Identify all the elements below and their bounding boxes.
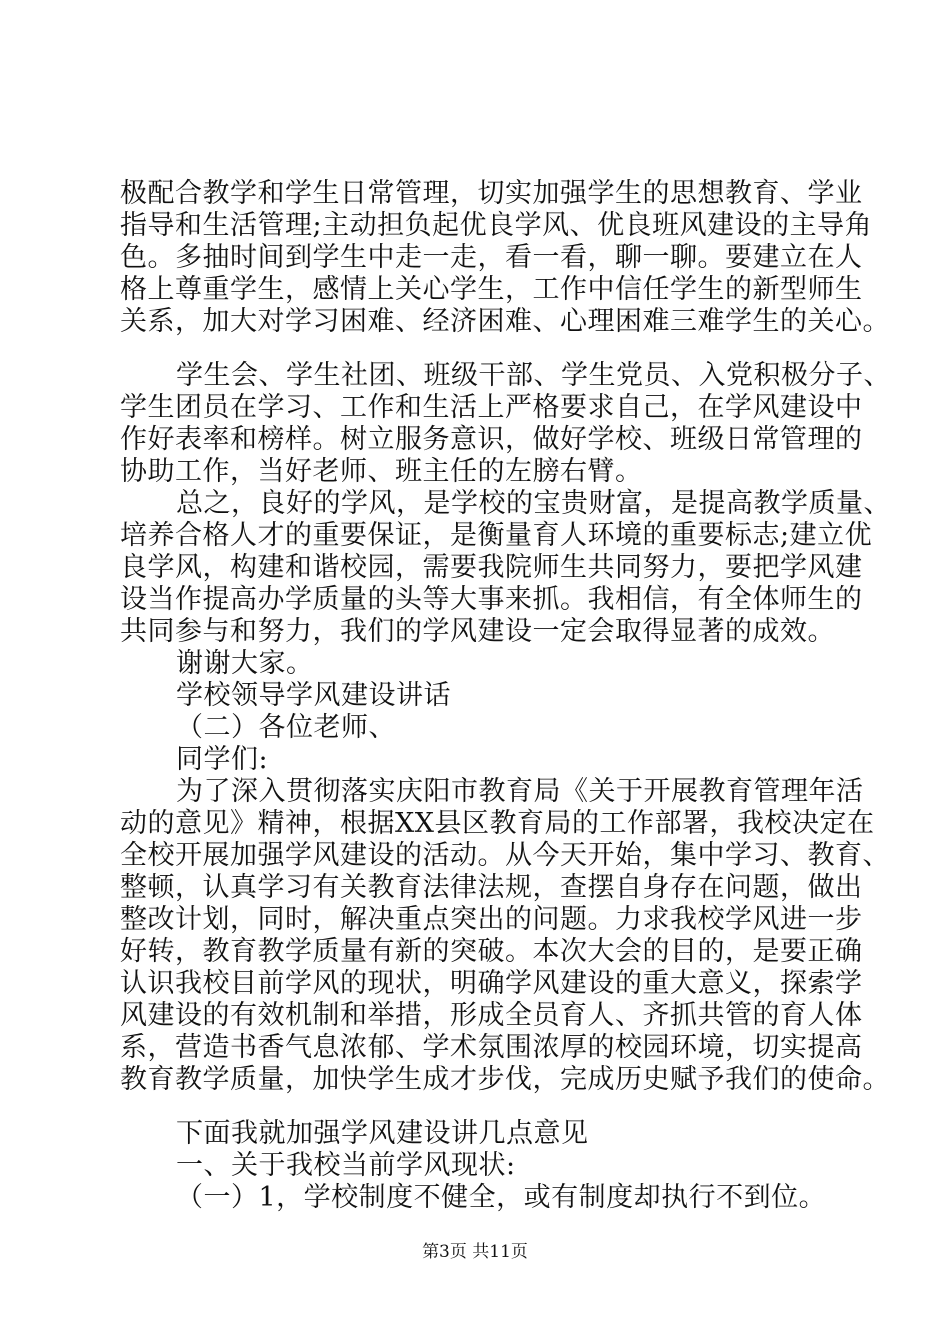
paragraph-line: 认识我校目前学风的现状，明确学风建设的重大意义，探索学 — [120, 968, 863, 999]
paragraph-line: 总之，良好的学风，是学校的宝贵财富，是提高教学质量、 — [176, 488, 891, 519]
paragraph-line: 培养合格人才的重要保证，是衡量育人环境的重要标志;建立优 — [120, 520, 873, 551]
paragraph-line: 全校开展加强学风建设的活动。从今天开始，集中学习、教育、 — [120, 840, 890, 871]
paragraph-line: 共同参与和努力，我们的学风建设一定会取得显著的成效。 — [120, 616, 835, 647]
paragraph-line: 学生会、学生社团、班级干部、学生党员、入党积极分子、 — [176, 360, 891, 391]
paragraph-line: 整顿，认真学习有关教育法律法规，查摆自身存在问题，做出 — [120, 872, 863, 903]
paragraph-line: 色。多抽时间到学生中走一走，看一看，聊一聊。要建立在人 — [120, 242, 863, 273]
page-number-footer: 第3页 共11页 — [422, 1242, 528, 1262]
paragraph-line: 指导和生活管理;主动担负起优良学风、优良班风建设的主导角 — [120, 210, 873, 241]
paragraph-line: 良学风，构建和谐校园，需要我院师生共同努力，要把学风建 — [120, 552, 863, 583]
salutation-line: （二）各位老师、 — [176, 712, 396, 743]
paragraph-line: 极配合教学和学生日常管理，切实加强学生的思想教育、学业 — [120, 178, 863, 209]
paragraph-line: 动的意见》精神，根据XX县区教育局的工作部署，我校决定在 — [120, 808, 875, 839]
paragraph-line: 协助工作，当好老师、班主任的左膀右臂。 — [120, 456, 643, 487]
paragraph-line: 系，营造书香气息浓郁、学术氛围浓厚的校园环境，切实提高 — [120, 1032, 863, 1063]
paragraph-line: 教育教学质量，加快学生成才步伐，完成历史赋予我们的使命。 — [120, 1064, 890, 1095]
paragraph-line: 整改计划，同时，解决重点突出的问题。力求我校学风进一步 — [120, 904, 863, 935]
paragraph-line: 关系，加大对学习困难、经济困难、心理困难三难学生的关心。 — [120, 306, 890, 337]
salutation-line: 同学们: — [176, 744, 269, 775]
paragraph-line: 作好表率和榜样。树立服务意识，做好学校、班级日常管理的 — [120, 424, 863, 455]
paragraph-line: 格上尊重学生，感情上关心学生，工作中信任学生的新型师生 — [120, 274, 863, 305]
section-title: 学校领导学风建设讲话 — [176, 680, 451, 711]
paragraph-line: 好转，教育教学质量有新的突破。本次大会的目的，是要正确 — [120, 936, 863, 967]
paragraph-line: （一）1，学校制度不健全，或有制度却执行不到位。 — [176, 1182, 827, 1213]
paragraph-line: 设当作提高办学质量的头等大事来抓。我相信，有全体师生的 — [120, 584, 863, 615]
section-heading: 一、关于我校当前学风现状: — [176, 1150, 516, 1181]
paragraph-line: 学生团员在学习、工作和生活上严格要求自己，在学风建设中 — [120, 392, 863, 423]
paragraph-line: 为了深入贯彻落实庆阳市教育局《关于开展教育管理年活 — [176, 776, 864, 807]
closing-line: 谢谢大家。 — [176, 648, 314, 679]
paragraph-line: 风建设的有效机制和举措，形成全员育人、齐抓共管的育人体 — [120, 1000, 863, 1031]
paragraph-line: 下面我就加强学风建设讲几点意见 — [176, 1118, 589, 1149]
